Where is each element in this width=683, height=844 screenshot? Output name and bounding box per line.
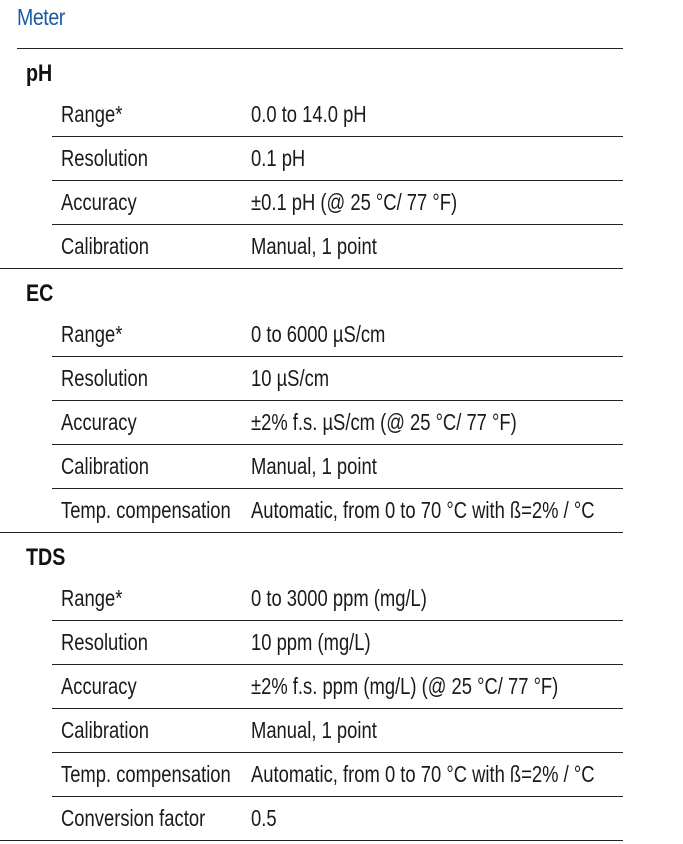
table-row: [52, 445, 623, 489]
row-value: 0 to 6000 µS/cm: [251, 321, 386, 347]
row-label: Calibration: [61, 233, 149, 259]
row-value: Manual, 1 point: [251, 233, 377, 259]
row-label: Temp. compensation: [61, 761, 231, 787]
row-label: Accuracy: [61, 189, 137, 215]
row-value: 10 ppm (mg/L): [251, 629, 371, 655]
table-row: [52, 181, 623, 225]
section-heading-text: EC: [26, 280, 54, 307]
table-row: [52, 93, 623, 137]
row-value: ±0.1 pH (@ 25 °C/ 77 °F): [251, 189, 458, 215]
row-value: Automatic, from 0 to 70 °C with ß=2% / °C: [251, 761, 595, 787]
section-ec: [0, 269, 683, 533]
row-value: Automatic, from 0 to 70 °C with ß=2% / °C: [251, 497, 595, 523]
row-label: Accuracy: [61, 409, 137, 435]
row-label: Calibration: [61, 717, 149, 743]
table-row: [52, 753, 623, 797]
table-row: [52, 137, 623, 181]
table-row: [0, 225, 623, 269]
table-row: [0, 797, 623, 841]
section-heading: [0, 49, 683, 93]
row-value: 0.5: [251, 805, 277, 831]
table-row: [52, 665, 623, 709]
table-row: [52, 357, 623, 401]
row-value: 0 to 3000 ppm (mg/L): [251, 585, 427, 611]
table-row: [0, 489, 623, 533]
row-value: Manual, 1 point: [251, 453, 377, 479]
section-heading: [0, 269, 683, 313]
table-row: [52, 401, 623, 445]
section-heading: [0, 533, 683, 577]
table-row: [52, 313, 623, 357]
row-value: Manual, 1 point: [251, 717, 377, 743]
table-row: [52, 577, 623, 621]
row-label: Temp. compensation: [61, 497, 231, 523]
row-label: Range*: [61, 585, 123, 611]
row-value: 10 µS/cm: [251, 365, 330, 391]
row-label: Calibration: [61, 453, 149, 479]
row-value: 0.1 pH: [251, 145, 306, 171]
section-ph: [0, 49, 683, 269]
section-heading-text: pH: [26, 60, 53, 87]
spec-table: [0, 49, 683, 841]
table-row: [52, 621, 623, 665]
table-row: [52, 709, 623, 753]
section-heading-text: TDS: [26, 544, 66, 571]
row-label: Resolution: [61, 629, 148, 655]
row-label: Range*: [61, 321, 123, 347]
row-label: Accuracy: [61, 673, 137, 699]
row-label: Range*: [61, 101, 123, 127]
section-tds: [0, 533, 683, 841]
row-value: ±2% f.s. µS/cm (@ 25 °C/ 77 °F): [251, 409, 517, 435]
row-label: Resolution: [61, 145, 148, 171]
page-title: Meter: [17, 4, 65, 30]
row-label: Resolution: [61, 365, 148, 391]
row-value: 0.0 to 14.0 pH: [251, 101, 367, 127]
row-label: Conversion factor: [61, 805, 206, 831]
row-value: ±2% f.s. ppm (mg/L) (@ 25 °C/ 77 °F): [251, 673, 559, 699]
